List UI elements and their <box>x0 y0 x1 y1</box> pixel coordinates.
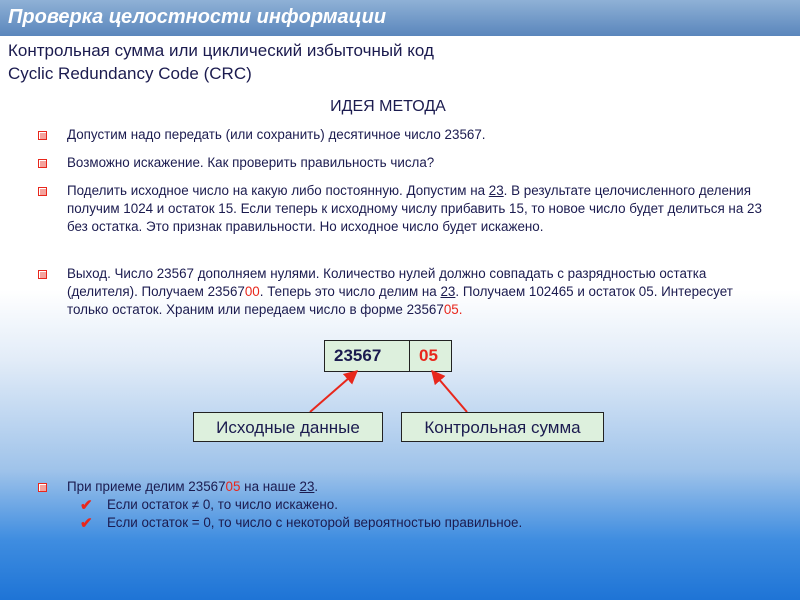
crc-value-box <box>324 340 452 372</box>
bullet-text-4 <box>67 265 777 319</box>
bullet-text-3 <box>67 182 777 236</box>
square-bullet-icon <box>38 159 47 168</box>
checkmark-icon: ✔ <box>80 497 93 514</box>
square-bullet-icon <box>38 131 47 140</box>
square-bullet-icon <box>38 187 47 196</box>
bullet-text-1: Допустим надо передать (или сохранить) десятичное число 23567. <box>67 127 486 142</box>
appended-zeros: 00 <box>244 284 260 299</box>
square-bullet-icon <box>38 270 47 279</box>
receive-checksum: 05 <box>225 479 241 494</box>
bullet-4-end: . <box>458 302 463 317</box>
receive-text <box>67 478 777 496</box>
bullet-4-part-2: . Теперь это число делим на <box>259 284 441 299</box>
arrow-to-data <box>310 371 357 412</box>
checksum-digits: 05 <box>443 302 459 317</box>
bullet-4-part-3: . Получаем 102465 и остаток 05. Интересует только остаток. Храним или передаем число в форме 23567 <box>67 284 733 317</box>
title-bar <box>0 0 800 36</box>
checksum-label: Контрольная сумма <box>401 412 604 442</box>
divisor-number: 23 <box>488 183 504 198</box>
square-bullet-icon <box>38 483 47 492</box>
bullet-3-intro: Поделить исходное число на какую либо постоянную. Допустим на <box>67 183 489 198</box>
divisor-number: 23 <box>299 479 315 494</box>
checkmark-icon: ✔ <box>80 515 93 532</box>
divisor-number: 23 <box>440 284 456 299</box>
receive-end: . <box>314 479 319 494</box>
crc-data-cell: 23567 <box>325 341 410 371</box>
receive-part-1: При приеме делим 23567 <box>67 479 226 494</box>
check-line-2: Если остаток = 0, то число с некоторой вероятностью правильное. <box>107 515 523 530</box>
subtitle-line-1: Контрольная сумма или циклический избыточный код <box>8 41 434 60</box>
receive-part-2: на наше <box>240 479 300 494</box>
page-title: Проверка целостности информации <box>8 6 387 28</box>
arrow-to-checksum <box>432 371 467 412</box>
check-line-1: Если остаток ≠ 0, то число искажено. <box>107 497 338 512</box>
bullet-3-rest: . В результате целочисленного деления получим 1024 и остаток 15. Если теперь к исходному числу прибавить 15, то новое число будет делиться на 23 без остатка. Это признак правильности. Но исходное число будет искажено. <box>67 183 762 234</box>
subtitle-line-2: Cyclic Redundancy Code (CRC) <box>8 64 252 83</box>
crc-checksum-cell: 05 <box>419 346 438 365</box>
bullet-text-2: Возможно искажение. Как проверить правильность числа? <box>67 155 435 170</box>
bullet-4-part-1: Выход. Число 23567 дополняем нулями. Количество нулей должно совпадать с разрядностью остатка (делителя). Получаем 23567 <box>67 266 707 299</box>
section-heading: ИДЕЯ МЕТОДА <box>330 98 446 115</box>
source-data-label: Исходные данные <box>193 412 383 442</box>
